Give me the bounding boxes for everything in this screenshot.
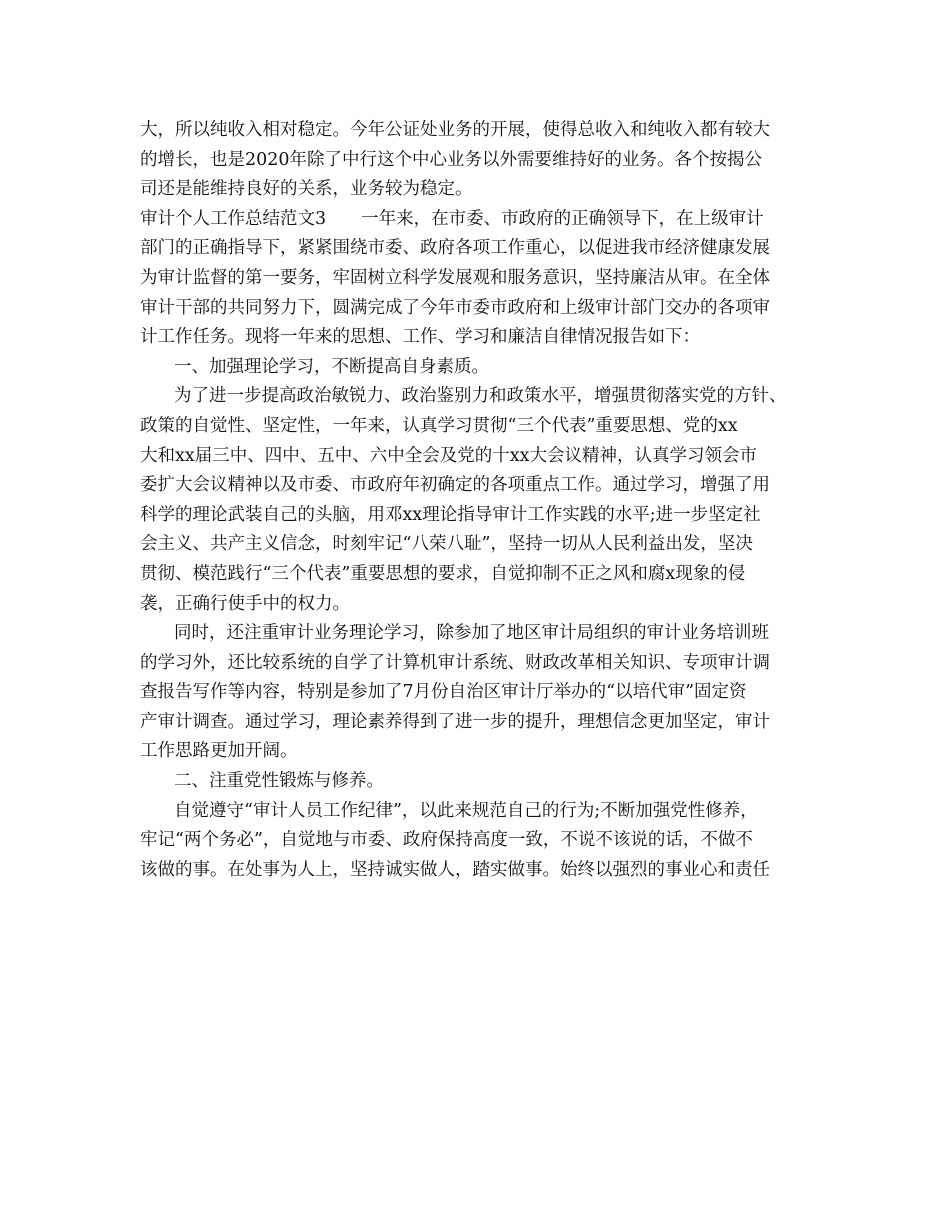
- text-line: 科学的理论武装自己的头脑，用邓xx理论指导审计工作实践的水平;进一步坚定社: [140, 504, 761, 525]
- text-line: 牢记“两个务必”，自觉地与市委、政府保持高度一致，不说不该说的话，不做不: [140, 830, 753, 851]
- text-line: 工作思路更加开阔。: [140, 741, 298, 762]
- text-line: 贯彻、模范践行“三个代表”重要思想的要求，自觉抑制不正之风和腐x现象的侵: [140, 563, 746, 584]
- text-line: 审计个人工作总结范文3 一年来，在市委、市政府的正确领导下，在上级审计: [140, 208, 764, 229]
- text-line: 的学习外，还比较系统的自学了计算机审计系统、财政改革相关知识、专项审计调: [140, 652, 770, 673]
- text-line: 部门的正确指导下，紧紧围绕市委、政府各项工作重心，以促进我市经济健康发展: [140, 238, 770, 259]
- text-line: 政策的自觉性、坚定性，一年来，认真学习贯彻“三个代表”重要思想、党的xx: [140, 415, 738, 436]
- text-line: 自觉遵守“审计人员工作纪律”，以此来规范自己的行为;不断加强党性修养，: [174, 800, 758, 821]
- text-line: 该做的事。在处事为人上，坚持诚实做人，踏实做事。始终以强烈的事业心和责任: [140, 859, 770, 880]
- text-line: 委扩大会议精神以及市委、市政府年初确定的各项重点工作。通过学习，增强了用: [140, 475, 770, 496]
- text-line: 产审计调查。通过学习，理论素养得到了进一步的提升，理想信念更加坚定，审计: [140, 711, 770, 732]
- text-line: 审计干部的共同努力下，圆满完成了今年市委市政府和上级审计部门交办的各项审: [140, 297, 770, 318]
- text-line: 为了进一步提高政治敏锐力、政治鉴别力和政策水平，增强贯彻落实党的方针、: [174, 386, 787, 407]
- text-line: 司还是能维持良好的关系，业务较为稳定。: [140, 179, 473, 200]
- text-line: 袭，正确行使手中的权力。: [140, 593, 350, 614]
- text-line: 同时，还注重审计业务理论学习，除参加了地区审计局组织的审计业务培训班: [174, 623, 769, 644]
- text-line: 大和xx届三中、四中、五中、六中全会及党的十xx大会议精神，认真学习领会市: [140, 445, 757, 466]
- text-line: 的增长，也是2020年除了中行这个中心业务以外需要维持好的业务。各个按揭公: [140, 149, 763, 170]
- document-body: [140, 116, 820, 885]
- text-line: 大，所以纯收入相对稳定。今年公证处业务的开展，使得总收入和纯收入都有较大: [140, 120, 770, 140]
- text-line: 会主义、共产主义信念，时刻牢记“八荣八耻”，坚持一切从人民利益出发，坚决: [140, 534, 753, 555]
- text-line: 一、加强理论学习，不断提高自身素质。: [174, 356, 489, 377]
- text-line: 查报告写作等内容，特别是参加了7月份自治区审计厅举办的“以培代审”固定资: [140, 682, 747, 703]
- text-line: 为审计监督的第一要务，牢固树立科学发展观和服务意识，坚持廉洁从审。在全体: [140, 267, 770, 288]
- text-line: 计工作任务。现将一年来的思想、工作、学习和廉洁自律情况报告如下：: [140, 327, 700, 348]
- text-line: 二、注重党性锻炼与修养。: [174, 771, 384, 792]
